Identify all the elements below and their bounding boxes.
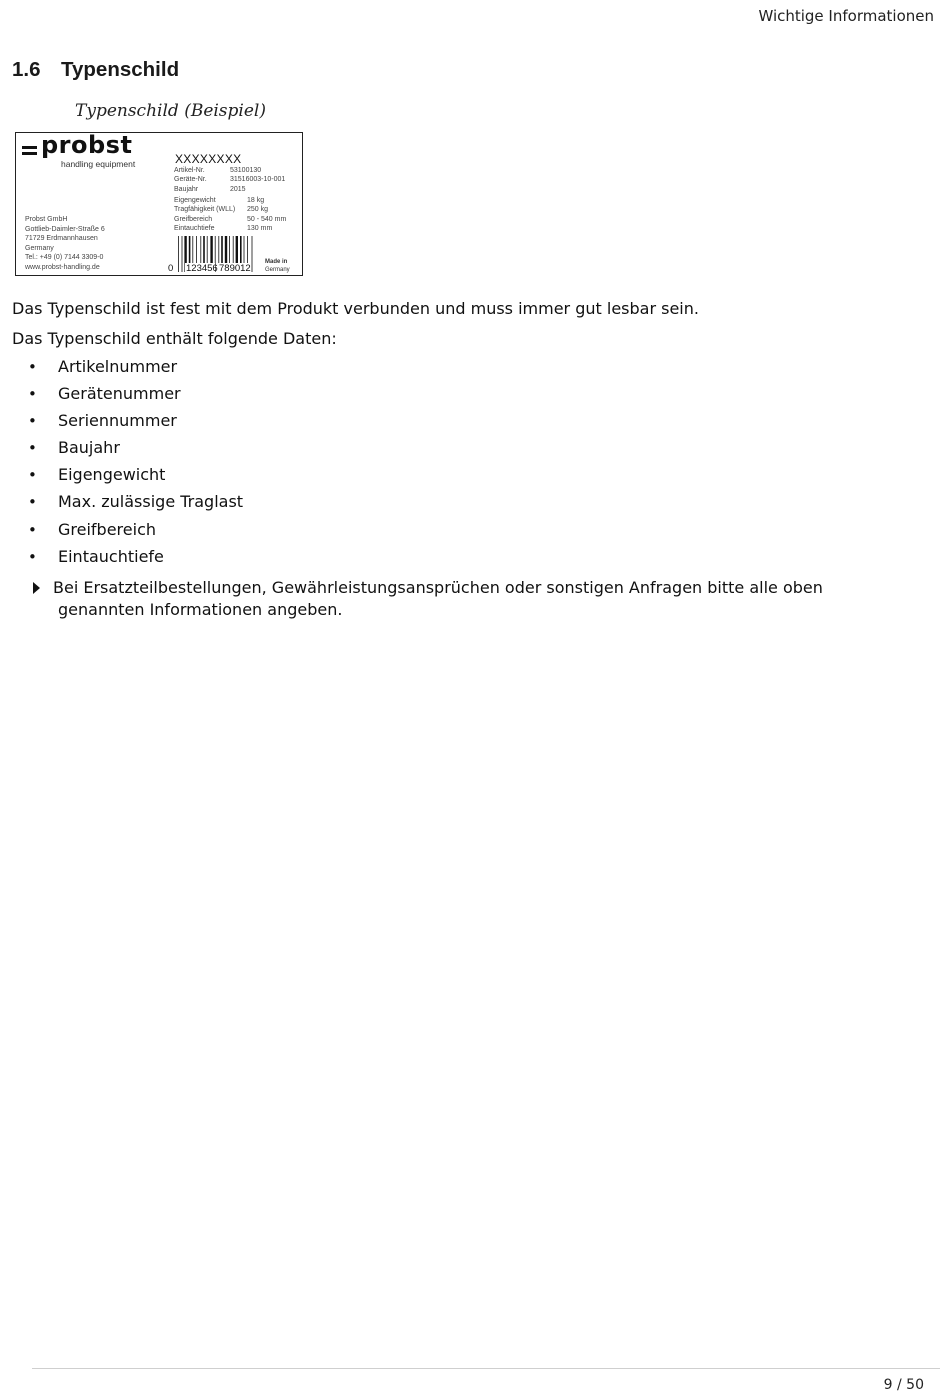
address-line: Gottlieb-Daimler-Straße 6 [25,225,105,233]
list-item [28,436,243,463]
bullet-icon: • [28,466,37,485]
barcode-stripe [182,236,183,272]
bullet-icon: • [28,493,37,512]
spec-value: 2015 [230,185,246,193]
barcode-digit-first: 0 [168,263,174,274]
barcode-icon [168,236,256,274]
spec-values-1 [230,166,285,194]
bullet-icon: • [28,547,37,566]
list-item [28,545,243,572]
list-item-text: Greifbereich [58,519,156,539]
list-item [28,409,243,436]
spec-label: Eintauchtiefe [174,224,215,232]
address-line: Tel.: +49 (0) 7144 3309-0 [25,254,104,261]
bullet-icon: • [28,412,37,431]
spec-labels-2 [174,196,235,233]
made-in-label [265,258,290,274]
made-in-line1: Made in [265,259,288,265]
bullet-icon: • [28,358,37,376]
barcode-stripe [252,236,253,272]
list-item [28,518,243,545]
paragraph-plate-attached: Das Typenschild ist fest mit dem Produkt verbunden und muss immer gut lesbar sein. [12,299,699,318]
spec-value: 31516003-10-001 [230,176,286,184]
spec-value: 250 kg [247,206,269,214]
page-number: 9 / 50 [883,1377,924,1393]
type-plate-image [15,132,303,276]
figure-caption: Typenschild (Beispiel) [75,101,266,121]
spec-label: Baujahr [174,185,199,193]
address-line: Germany [25,244,54,252]
list-item-text: Max. zulässige Traglast [58,492,244,512]
logo-subtitle: handling equipment [61,159,136,169]
logo-wordmark: probst [41,131,133,159]
spec-label: Greifbereich [174,215,213,223]
list-item [28,355,243,382]
list-item [28,463,243,490]
address-line: www.probst-handling.de [25,263,100,271]
list-item-text: Gerätenummer [58,384,181,404]
barcode-stripe [178,236,179,272]
plate-part-number: XXXXXXXX [175,152,242,166]
spec-value: 50 - 540 mm [247,215,287,223]
spec-value: 53100130 [230,167,262,174]
section-title: Typenschild [61,58,180,81]
barcode-digits-right: 789012 [219,263,251,274]
list-item-text: Eigengewicht [58,465,166,485]
running-header: Wichtige Informationen [758,7,934,25]
list-item [28,490,243,517]
spec-value: 18 kg [247,197,265,204]
spec-values-2 [247,196,286,233]
spec-label: Eigengewicht [174,197,216,204]
list-item-text: Baujahr [58,438,120,458]
address-line: 71729 Erdmannhausen [25,235,98,242]
bullet-icon: • [28,385,37,404]
note-line-2: genannten Informationen angeben. [58,600,343,619]
barcode-digits-left: 123456 [186,263,218,274]
bullet-icon: • [28,439,37,458]
spec-label: Geräte-Nr. [174,176,207,184]
spec-value: 130 mm [247,224,273,232]
logo-bars-icon [22,146,37,158]
bullet-icon: • [28,520,37,539]
spec-label: Tragfähigkeit (WLL) [174,206,236,214]
arrow-right-icon [33,582,40,594]
made-in-line2: Germany [265,267,290,273]
list-item-text: Seriennummer [58,411,177,431]
spec-label: Artikel-Nr. [174,167,205,174]
plate-data-list [28,355,243,572]
paragraph-plate-contents: Das Typenschild enthält folgende Daten: [12,329,337,348]
plate-address [25,215,105,272]
list-item-text: Artikelnummer [58,357,178,376]
section-heading [12,58,179,82]
list-item-text: Eintauchtiefe [58,546,164,566]
list-item [28,382,243,409]
address-line: Probst GmbH [25,216,68,223]
footer-divider [32,1368,940,1369]
instruction-note [33,577,913,621]
section-number: 1.6 [12,58,41,81]
spec-labels-1 [174,166,207,194]
note-line-1: Bei Ersatzteilbestellungen, Gewährleistungsansprüchen oder sonstigen Anfragen bitte alle oben [53,578,823,597]
